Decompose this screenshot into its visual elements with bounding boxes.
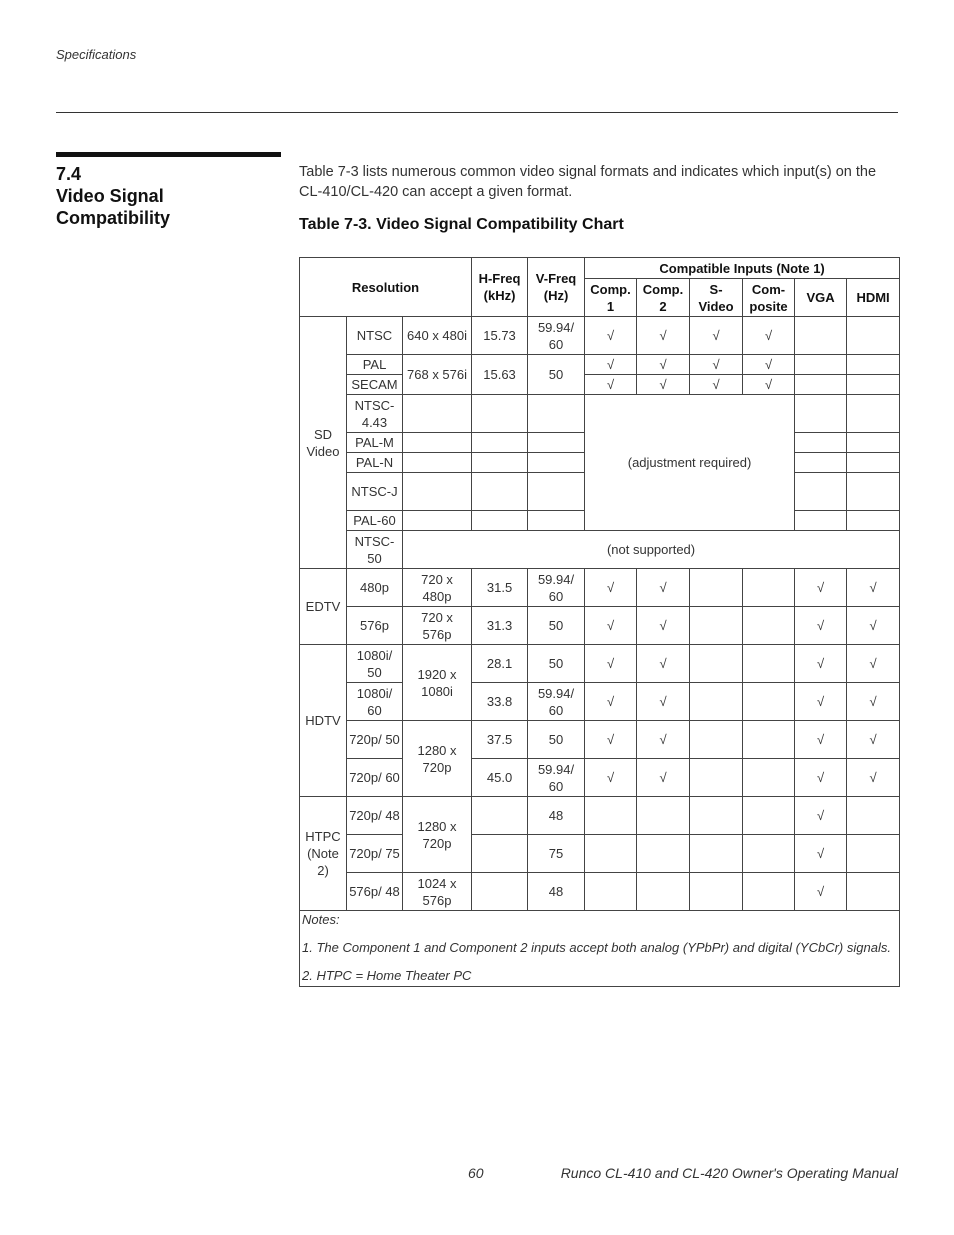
- check-mark: √: [585, 569, 637, 607]
- empty-cell: [743, 607, 795, 645]
- empty-cell: [743, 759, 795, 797]
- table-row: [300, 607, 900, 645]
- empty-cell: [403, 511, 472, 531]
- empty-cell: [528, 511, 585, 531]
- check-mark: √: [637, 355, 690, 375]
- empty-cell: [743, 873, 795, 911]
- res-cell: 720 x 480p: [403, 569, 472, 607]
- check-mark: √: [743, 375, 795, 395]
- format-cell: 1080i/ 50: [347, 645, 403, 683]
- empty-cell: [847, 453, 900, 473]
- running-head: Specifications: [56, 47, 137, 62]
- check-mark: √: [637, 607, 690, 645]
- res-cell: 720 x 576p: [403, 607, 472, 645]
- empty-cell: [403, 453, 472, 473]
- empty-cell: [472, 873, 528, 911]
- note-2: 2. HTPC = Home Theater PC: [302, 968, 472, 983]
- check-mark: √: [795, 873, 847, 911]
- group-sd-video: SD Video: [300, 317, 347, 569]
- vfreq-cell: 75: [528, 835, 585, 873]
- empty-cell: [528, 473, 585, 511]
- table-row: [300, 721, 900, 759]
- header-compatible-inputs: Compatible Inputs (Note 1): [585, 258, 900, 279]
- empty-cell: [795, 473, 847, 511]
- check-mark: √: [637, 375, 690, 395]
- section-title-line1: Video Signal: [56, 186, 164, 206]
- table-row: [300, 645, 900, 683]
- notes-cell: [300, 911, 900, 987]
- format-cell: PAL-M: [347, 433, 403, 453]
- format-cell: 720p/ 75: [347, 835, 403, 873]
- vfreq-cell: 59.94/ 60: [528, 317, 585, 355]
- section-title-line2: Compatibility: [56, 208, 171, 228]
- vfreq-cell: 50: [528, 721, 585, 759]
- hfreq-cell: 31.3: [472, 607, 528, 645]
- empty-cell: [637, 835, 690, 873]
- table-row: [300, 375, 900, 395]
- empty-cell: [795, 355, 847, 375]
- empty-cell: [690, 873, 743, 911]
- format-cell: NTSC-50: [347, 531, 403, 569]
- res-cell: 768 x 576i: [403, 355, 472, 395]
- notes-row: [300, 911, 900, 987]
- hfreq-cell: 15.73: [472, 317, 528, 355]
- check-mark: √: [585, 607, 637, 645]
- empty-cell: [690, 721, 743, 759]
- check-mark: √: [637, 759, 690, 797]
- check-mark: √: [637, 645, 690, 683]
- check-mark: √: [795, 569, 847, 607]
- format-cell: NTSC-4.43: [347, 395, 403, 433]
- empty-cell: [403, 395, 472, 433]
- intro-paragraph: Table 7-3 lists numerous common video signal formats and indicates which input(s) on the CL-410/CL-420 can accept a given format.: [299, 164, 877, 200]
- empty-cell: [585, 873, 637, 911]
- not-supported-cell: (not supported): [403, 531, 900, 569]
- check-mark: √: [585, 683, 637, 721]
- notes-label: Notes:: [302, 912, 340, 927]
- table-row: [300, 395, 900, 433]
- format-cell: 480p: [347, 569, 403, 607]
- hfreq-cell: 37.5: [472, 721, 528, 759]
- hfreq-cell: 15.63: [472, 355, 528, 395]
- empty-cell: [743, 835, 795, 873]
- check-mark: √: [690, 317, 743, 355]
- table-row: [300, 569, 900, 607]
- check-mark: √: [585, 317, 637, 355]
- empty-cell: [690, 797, 743, 835]
- res-cell: 640 x 480i: [403, 317, 472, 355]
- check-mark: √: [847, 759, 900, 797]
- vfreq-cell: 59.94/ 60: [528, 683, 585, 721]
- check-mark: √: [637, 569, 690, 607]
- empty-cell: [472, 797, 528, 835]
- format-cell: PAL-N: [347, 453, 403, 473]
- check-mark: √: [795, 721, 847, 759]
- hfreq-cell: 33.8: [472, 683, 528, 721]
- check-mark: √: [847, 683, 900, 721]
- table-row: [300, 531, 900, 569]
- res-cell: 1024 x 576p: [403, 873, 472, 911]
- check-mark: √: [795, 645, 847, 683]
- empty-cell: [472, 395, 528, 433]
- vfreq-cell: 59.94/ 60: [528, 759, 585, 797]
- section-number: 7.4: [56, 164, 82, 184]
- header-hdmi: HDMI: [847, 279, 900, 317]
- vfreq-cell: 48: [528, 797, 585, 835]
- check-mark: √: [743, 317, 795, 355]
- hfreq-cell: 45.0: [472, 759, 528, 797]
- check-mark: √: [637, 317, 690, 355]
- check-mark: √: [585, 355, 637, 375]
- header-comp1: Comp. 1: [585, 279, 637, 317]
- empty-cell: [472, 835, 528, 873]
- empty-cell: [743, 721, 795, 759]
- empty-cell: [690, 645, 743, 683]
- table-row: [300, 317, 900, 355]
- check-mark: √: [585, 721, 637, 759]
- table-row: [300, 835, 900, 873]
- empty-cell: [847, 511, 900, 531]
- adjustment-required-cell: (adjustment required): [585, 395, 795, 531]
- res-cell: 1280 x 720p: [403, 721, 472, 797]
- format-cell: 720p/ 48: [347, 797, 403, 835]
- header-vga: VGA: [795, 279, 847, 317]
- section-heading: [56, 163, 286, 229]
- footer-manual-title: Runco CL-410 and CL-420 Owner's Operating Manual: [560, 1165, 898, 1181]
- vfreq-cell: 50: [528, 355, 585, 395]
- vfreq-cell: 48: [528, 873, 585, 911]
- vfreq-cell: 50: [528, 645, 585, 683]
- empty-cell: [472, 453, 528, 473]
- empty-cell: [795, 511, 847, 531]
- hfreq-cell: 31.5: [472, 569, 528, 607]
- empty-cell: [847, 355, 900, 375]
- group-edtv: EDTV: [300, 569, 347, 645]
- empty-cell: [472, 433, 528, 453]
- format-cell: 576p/ 48: [347, 873, 403, 911]
- empty-cell: [795, 433, 847, 453]
- empty-cell: [528, 395, 585, 433]
- format-cell: PAL-60: [347, 511, 403, 531]
- empty-cell: [743, 797, 795, 835]
- check-mark: √: [795, 607, 847, 645]
- format-cell: SECAM: [347, 375, 403, 395]
- check-mark: √: [847, 607, 900, 645]
- check-mark: √: [847, 645, 900, 683]
- empty-cell: [847, 375, 900, 395]
- group-htpc: HTPC (Note 2): [300, 797, 347, 911]
- header-resolution: Resolution: [300, 258, 472, 317]
- vfreq-cell: 59.94/ 60: [528, 569, 585, 607]
- format-cell: 720p/ 50: [347, 721, 403, 759]
- empty-cell: [690, 835, 743, 873]
- header-vfreq: V-Freq (Hz): [528, 258, 585, 317]
- empty-cell: [847, 473, 900, 511]
- res-cell: 1280 x 720p: [403, 797, 472, 873]
- check-mark: √: [795, 797, 847, 835]
- empty-cell: [528, 453, 585, 473]
- empty-cell: [847, 835, 900, 873]
- empty-cell: [585, 797, 637, 835]
- format-cell: 576p: [347, 607, 403, 645]
- hfreq-cell: 28.1: [472, 645, 528, 683]
- empty-cell: [690, 569, 743, 607]
- table-row: [300, 355, 900, 375]
- check-mark: √: [637, 721, 690, 759]
- empty-cell: [403, 473, 472, 511]
- header-hfreq: H-Freq (kHz): [472, 258, 528, 317]
- format-cell: NTSC: [347, 317, 403, 355]
- check-mark: √: [847, 569, 900, 607]
- top-rule: [56, 112, 898, 113]
- empty-cell: [403, 433, 472, 453]
- empty-cell: [690, 683, 743, 721]
- empty-cell: [847, 317, 900, 355]
- empty-cell: [637, 797, 690, 835]
- table-title: Table 7-3. Video Signal Compatibility Chart: [299, 216, 624, 233]
- page-number: 60: [468, 1165, 484, 1181]
- empty-cell: [847, 797, 900, 835]
- empty-cell: [795, 317, 847, 355]
- vfreq-cell: 50: [528, 607, 585, 645]
- empty-cell: [847, 433, 900, 453]
- check-mark: √: [795, 683, 847, 721]
- empty-cell: [743, 683, 795, 721]
- empty-cell: [472, 511, 528, 531]
- header-composite: Com-posite: [743, 279, 795, 317]
- check-mark: √: [637, 683, 690, 721]
- empty-cell: [690, 607, 743, 645]
- section-bar: [56, 152, 281, 157]
- check-mark: √: [585, 645, 637, 683]
- check-mark: √: [847, 721, 900, 759]
- empty-cell: [847, 873, 900, 911]
- empty-cell: [637, 873, 690, 911]
- note-1: 1. The Component 1 and Component 2 inputs accept both analog (YPbPr) and digital (YCbCr) signals.: [302, 940, 891, 955]
- table-row: [300, 797, 900, 835]
- check-mark: √: [585, 759, 637, 797]
- empty-cell: [585, 835, 637, 873]
- format-cell: NTSC-J: [347, 473, 403, 511]
- empty-cell: [743, 569, 795, 607]
- format-cell: PAL: [347, 355, 403, 375]
- empty-cell: [795, 395, 847, 433]
- empty-cell: [528, 433, 585, 453]
- check-mark: √: [690, 355, 743, 375]
- empty-cell: [847, 395, 900, 433]
- format-cell: 1080i/ 60: [347, 683, 403, 721]
- empty-cell: [472, 473, 528, 511]
- group-hdtv: HDTV: [300, 645, 347, 797]
- check-mark: √: [690, 375, 743, 395]
- check-mark: √: [585, 375, 637, 395]
- header-comp2: Comp. 2: [637, 279, 690, 317]
- check-mark: √: [795, 759, 847, 797]
- check-mark: √: [743, 355, 795, 375]
- empty-cell: [743, 645, 795, 683]
- table-row: [300, 873, 900, 911]
- header-svideo: S-Video: [690, 279, 743, 317]
- table-row: [300, 683, 900, 721]
- check-mark: √: [795, 835, 847, 873]
- compatibility-table: [299, 257, 900, 987]
- empty-cell: [690, 759, 743, 797]
- table-row: [300, 759, 900, 797]
- empty-cell: [795, 375, 847, 395]
- res-cell: 1920 x 1080i: [403, 645, 472, 721]
- format-cell: 720p/ 60: [347, 759, 403, 797]
- empty-cell: [795, 453, 847, 473]
